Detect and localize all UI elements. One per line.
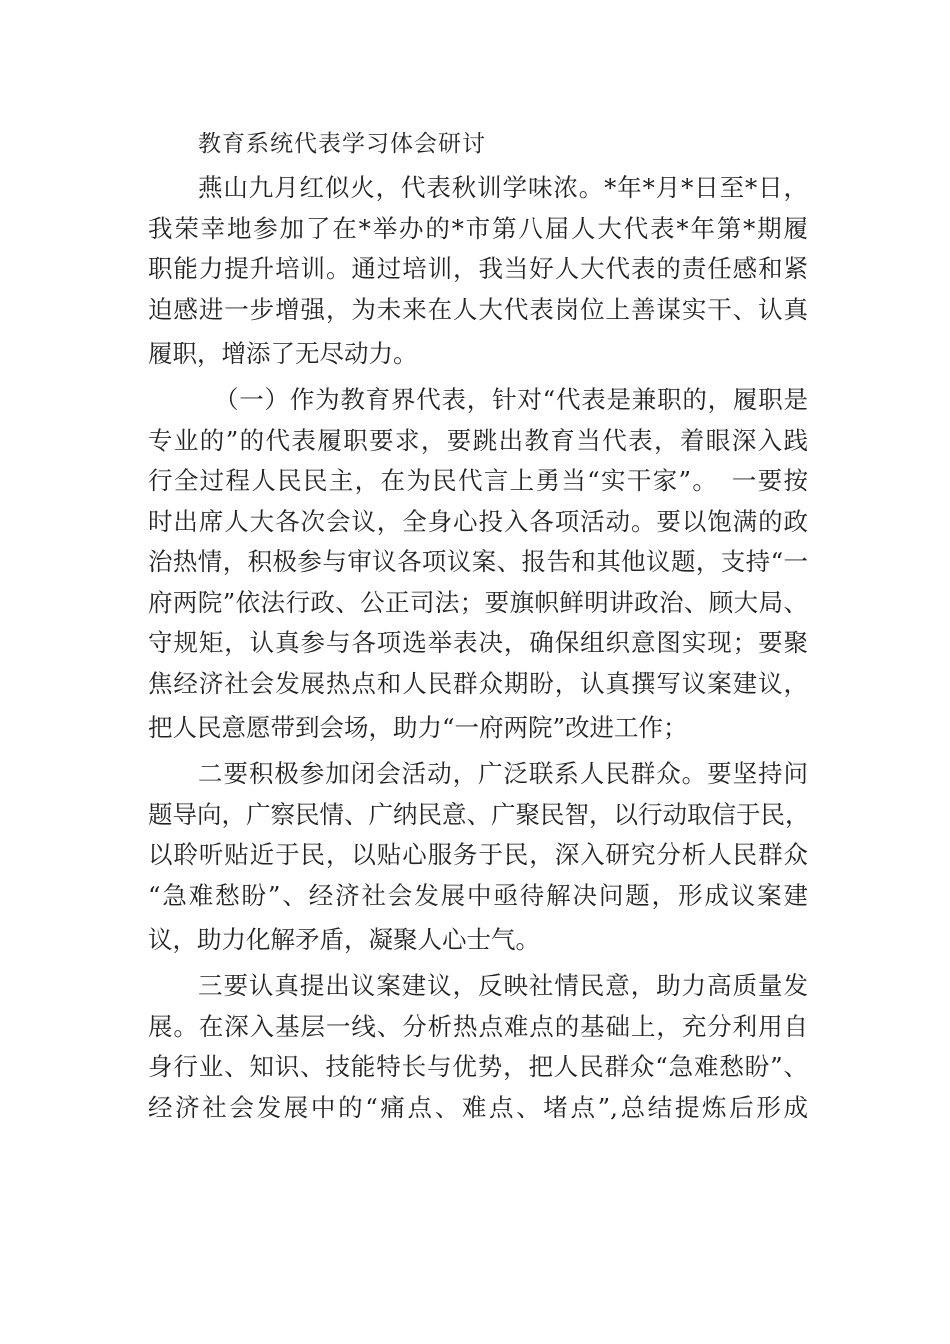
- paragraph-3: [148, 754, 808, 960]
- text-line: 履职，增添了无尽动力。: [148, 339, 418, 368]
- text-line: 燕山九月红似火，代表秋训学味浓。*年*月*日至*日，: [198, 173, 808, 202]
- text-line: 焦经济社会发展热点和人民群众期盼，认真撰写议案建议，: [148, 668, 808, 698]
- paragraph-2: [148, 380, 808, 748]
- text-line: （一）作为教育界代表，针对“代表是兼职的，履职是: [214, 385, 808, 414]
- text-line: 府两院”依法行政、公正司法；要旗帜鲜明讲政治、顾大局、: [148, 587, 808, 617]
- text-line: 行全过程人民民主，在为民代言上勇当“实干家”。 一要按: [148, 466, 808, 495]
- text-line: 守规矩，认真参与各项选举表决，确保组织意图实现；要聚: [148, 628, 808, 657]
- text-line: 以聆听贴近于民，以贴心服务于民，深入研究分析人民群众: [148, 840, 808, 869]
- text-line: 职能力提升培训。通过培训，我当好人大代表的责任感和紧: [148, 254, 808, 283]
- text-line: 经济社会发展中的“痛点、难点、堵点”,总结提炼后形成: [148, 1092, 808, 1122]
- text-line: 治热情，积极参与审议各项议案、报告和其他议题，支持“一: [148, 547, 808, 576]
- paragraph-4: [148, 966, 808, 1128]
- text-line: 时出席人大各次会议，全身心投入各项活动。要以饱满的政: [148, 506, 808, 536]
- text-line: 我荣幸地参加了在*举办的*市第八届人大代表*年第*期履: [148, 213, 808, 243]
- text-line: 三要认真提出议案建议，反映社情民意，助力高质量发: [198, 971, 808, 1000]
- paragraph-1: [148, 168, 808, 374]
- document-body: [148, 168, 808, 1134]
- text-line: 展。在深入基层一线、分析热点难点的基础上，充分利用自: [148, 1011, 808, 1041]
- text-line: 题导向，广察民情、广纳民意、广聚民智，以行动取信于民，: [148, 799, 810, 829]
- text-line: “急难愁盼”、经济社会发展中亟待解决问题，形成议案建: [148, 880, 808, 910]
- text-line: 议，助力化解矛盾，凝聚人心士气。: [148, 925, 540, 954]
- text-line: 身行业、知识、技能特长与优势，把人民群众“急难愁盼”、: [148, 1052, 808, 1081]
- text-line: 二要积极参加闭会活动，广泛联系人民群众。要坚持问: [198, 759, 808, 788]
- text-line: 把人民意愿带到会场，助力“一府两院”改进工作；: [148, 713, 688, 742]
- document-title: 教育系统代表学习体会研讨: [198, 131, 486, 157]
- text-line: 专业的”的代表履职要求，要跳出教育当代表，着眼深入践: [148, 425, 808, 455]
- text-line: 迫感进一步增强，为未来在人大代表岗位上善谋实干、认真: [148, 294, 808, 324]
